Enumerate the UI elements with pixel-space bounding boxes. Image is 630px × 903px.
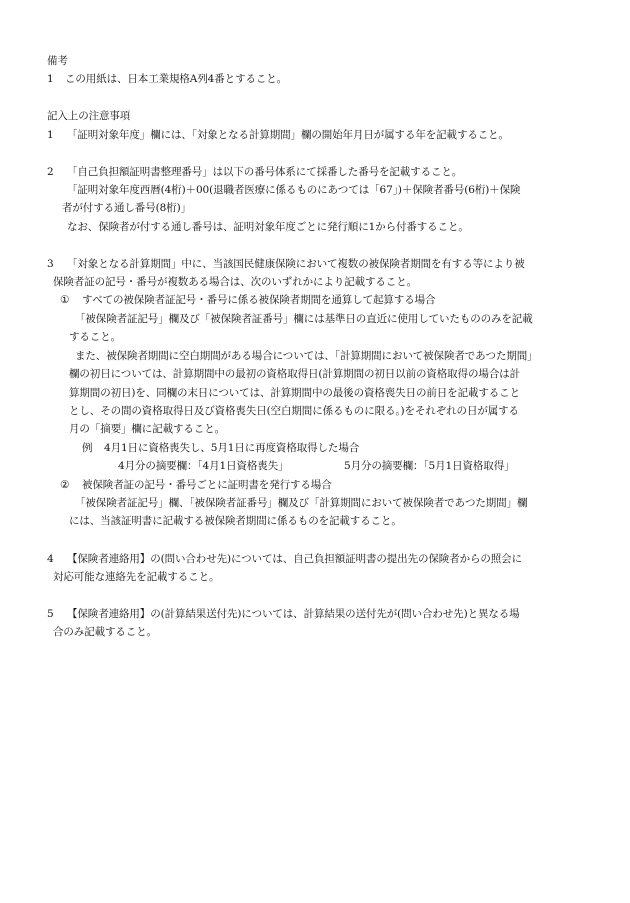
- note-3-sub-1-line: 欄の初日については、計算期間中の最初の資格取得日(計算期間の初日以前の資格取得の場合は計: [69, 368, 520, 380]
- notes-heading: 記入上の注意事項: [47, 110, 131, 122]
- note-1-text: 「証明対象年度」欄には、「対象となる計算期間」欄の開始年月日が属する年を記載すること。: [67, 129, 509, 141]
- note-3-sub-1-line: 月の「摘要」欄に記載すること。: [69, 423, 225, 435]
- note-4-line: 対応可能な連絡先を記載すること。: [53, 571, 220, 583]
- note-3-sub-2-marker: ②: [60, 479, 70, 491]
- note-1-number: 1: [47, 129, 54, 141]
- note-3-line: 「対象となる計算期間」中に、当該国民健康保険において複数の被保険者期間を有する等により被: [67, 258, 525, 270]
- example-label: 例: [82, 442, 93, 454]
- remarks-item-text: この用紙は、日本工業規格A列4番とすること。: [65, 73, 288, 85]
- note-3-sub-2-line: 「被保険者証記号」欄、「被保険者証番号」欄及び「計算期間において被保険者であつた期間」欄: [75, 497, 528, 509]
- example-text: 4月1日に資格喪失し、5月1日に再度資格取得した場合: [104, 442, 360, 454]
- note-2-line: 「証明対象年度西暦(4桁)＋00(退職者医療に係るものにあつては「67」)＋保険者番号(6桁)＋保険: [67, 184, 521, 196]
- note-3-sub-2-line: には、当該証明書に記載する被保険者期間に係るものを記載すること。: [69, 515, 402, 527]
- note-3-sub-1-line: また、被保険者期間に空白期間がある場合については、「計算期間において被保険者であつた期間」: [75, 350, 538, 362]
- note-4-line: 【保険者連絡用】の(問い合わせ先)については、自己負担額証明書の提出先の保険者からの照会に: [67, 553, 522, 565]
- note-3-sub-1-line: 算期間の初日)を、同欄の末日については、計算期間中の最後の資格喪失日の前日を記載すること: [69, 387, 520, 399]
- note-3-line: 保険者証の記号・番号が複数ある場合は、次のいずれかにより記載すること。: [53, 276, 417, 288]
- note-3-number: 3: [47, 258, 54, 270]
- note-4-number: 4: [47, 553, 54, 565]
- remarks-heading: 備考: [47, 55, 68, 67]
- note-2-number: 2: [47, 166, 54, 178]
- note-2-line: 者が付する通し番号(8桁)」: [62, 202, 191, 214]
- note-3-sub-1-line: とし、その間の資格取得日及び資格喪失日(空白期間に係るものに限る。)をそれぞれの日が属する: [69, 405, 519, 417]
- remarks-item-number: 1: [47, 73, 54, 85]
- note-5-line: 【保険者連絡用】の(計算結果送付先)については、計算結果の送付先が(問い合わせ先)と異なる場: [67, 608, 520, 620]
- note-3-sub-1-line: 「被保険者証記号」欄及び「被保険者証番号」欄には基準日の直近に使用していたもののみを記載: [75, 313, 533, 325]
- note-5-number: 5: [47, 608, 54, 620]
- note-3-sub-1-line: すること。: [69, 331, 121, 343]
- example-may: 5月分の摘要欄：「5月1日資格取得」: [344, 460, 515, 472]
- example-april: 4月分の摘要欄：「4月1日資格喪失」: [118, 460, 289, 472]
- note-3-sub-1-title: すべての被保険者証記号・番号に係る被保険者期間を通算して起算する場合: [82, 294, 436, 306]
- note-2-line: 「自己負担額証明書整理番号」は以下の番号体系にて採番した番号を記載すること。: [67, 166, 463, 178]
- note-2-line: なお、保険者が付する通し番号は、証明対象年度ごとに発行順に1から付番すること。: [67, 221, 469, 233]
- note-3-sub-1-marker: ①: [60, 294, 70, 306]
- note-5-line: 合のみ記載すること。: [53, 626, 157, 638]
- note-3-sub-2-title: 被保険者証の記号・番号ごとに証明書を発行する場合: [82, 479, 332, 491]
